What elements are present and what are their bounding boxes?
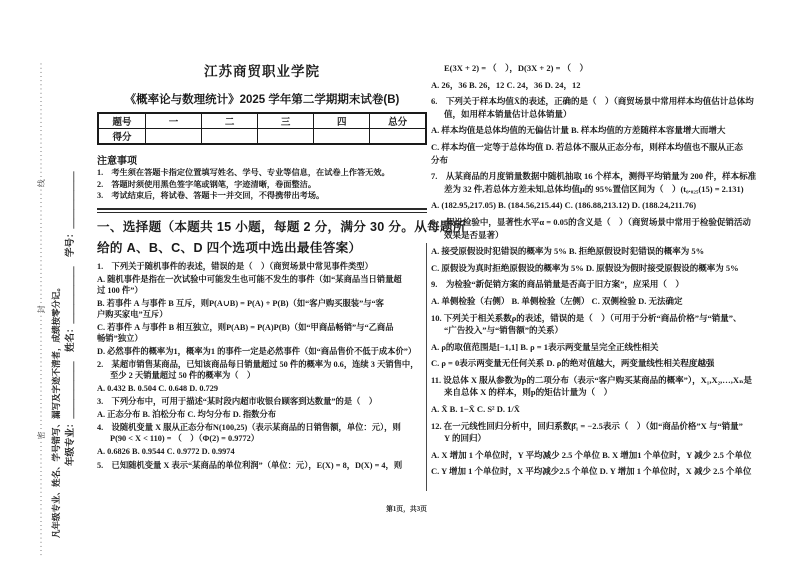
question-line: “广告投入”与“销售额”的关系）	[444, 325, 564, 336]
question-line: 畅销”独立）	[97, 333, 143, 343]
question-line: 值，如用样本销量估计总体销量）	[444, 108, 572, 119]
question-line: A. X̄ B. 1−X̄ C. S² D. 1/X̄	[431, 404, 520, 415]
question-line: A. ρ的取值范围是[−1,1] B. ρ = 1表示两变量呈完全正线性相关	[431, 341, 659, 352]
questions-left	[97, 262, 427, 471]
question-line: 11. 设总体 X 服从参数为p的二项分布（表示“客户购买某商品的概率”），X₁,X₂,…,Xₙ是	[431, 374, 752, 385]
score-empty-cell	[370, 129, 426, 145]
question-line: C. 若事件 A 与事件 B 相互独立，则P(AB) = P(A)P(B)（如“甲商品畅销”与“乙商品	[97, 322, 394, 332]
score-header-cell: 三	[258, 113, 314, 129]
question-line: 过 100 件”）	[97, 285, 143, 295]
question-line: P(90 < X < 110) = （ ）（Φ(2) = 0.9772）	[110, 434, 260, 444]
question-line: A. (182.95,217.05) B. (184.56,215.44) C. (186.88,213.12) D. (188.24,211.76)	[431, 200, 697, 211]
school-name: 江苏商贸职业学院	[204, 64, 320, 79]
question-line: A. 正态分布 B. 泊松分布 C. 均匀分布 D. 指数分布	[97, 410, 277, 420]
score-empty-cell	[258, 129, 314, 145]
question-line: 7. 从某商品的月度销量数据中随机抽取 16 个样本，测得平均销量为 200 件，样本标准	[431, 171, 757, 182]
note-item: 1. 考生须在答题卡指定位置填写姓名、学号、专业等信息，在试卷上作答无效。	[97, 168, 390, 177]
question-line: 效果是否显著）	[444, 229, 504, 240]
notes-title: 注意事项	[97, 156, 137, 167]
note-item: 3. 考试结束后，将试卷、答题卡一并交回，不得携带出考场。	[97, 191, 325, 201]
score-header-cell: 总分	[370, 113, 426, 129]
question-line: 1. 下列关于随机事件的表述，错误的是（ ）（商贸场景中常见事件类型）	[97, 261, 373, 271]
score-table-header-row	[98, 113, 426, 129]
note-item: 2. 答题时须使用黑色签字笔或钢笔，字迹清晰，卷面整洁。	[97, 179, 317, 189]
question-line: C. 样本均值一定等于总体均值 D. 若总体不服从正态分布，则样本均值也不服从正态	[431, 141, 743, 152]
question-line: C. ρ = 0表示两变量无任何关系 D. ρ的绝对值越大，两变量线性相关程度越强	[431, 358, 715, 369]
question-line: C. Y 增加 1 个单位时，X 平均减少2.5 个单位 D. Y 增加 1 个单位时，X 减少 2.5 个单位	[431, 466, 752, 477]
question-line: 8. 假设检验中，显著性水平α = 0.05的含义是（ ）（商贸场景中常用于检验促销活动	[431, 216, 751, 227]
question-line: 3. 下列分布中，可用于描述“某时段内超市收银台顾客到达数量”的是（ ）	[97, 397, 378, 407]
question-line: 5. 已知随机变量 X 表示“某商品的单位利润”（单位：元），E(X) = 8，D(X) = 4，则	[97, 460, 403, 470]
score-table-score-row	[98, 129, 426, 145]
score-row-label: 得分	[98, 129, 145, 145]
questions-right	[431, 62, 793, 478]
right-column	[431, 62, 793, 478]
score-header-cell: 二	[202, 113, 258, 129]
section-title-line1: 一、选择题（本题共 15 小题，每题 2 分，满分 30 分。从每题所	[97, 219, 466, 234]
question-line: A. 26，36 B. 26，12 C. 24，36 D. 24，12	[431, 79, 581, 90]
question-line: A. 接受原假设时犯错误的概率为 5% B. 拒绝原假设时犯错误的概率为 5%	[431, 246, 705, 257]
question-line: C. 原假设为真时拒绝原假设的概率为 5% D. 原假设为假时接受原假设的概率为 5%	[431, 262, 739, 273]
margin-warning: 凡年级专业、姓名、学号错写、漏写及字迹不清者，成绩按零分记。	[51, 282, 61, 538]
question-line: 6. 下列关于样本均值X̄的表述，正确的是（ ）（商贸场景中常用样本均值估计总体均	[431, 96, 754, 107]
question-line: A. X 增加 1 个单位时，Y 平均减少 2.5 个单位 B. X 增加1 个单位时，Y 减少 2.5 个单位	[431, 449, 752, 460]
question-line: 户购买家电”互斥）	[97, 309, 168, 319]
page-number: 第1页，共3页	[386, 506, 427, 513]
question-line: A. 随机事件是指在一次试验中可能发生也可能不发生的事件（如“某商品当日销量超	[97, 274, 402, 284]
student-info-blanks: 年级专业：＿＿＿＿＿＿ 姓名：＿＿＿＿＿＿ 学号：＿＿＿＿＿＿	[66, 171, 76, 466]
section-title-line2: 给的 A、B、C、D 四个选项中选出最佳答案）	[97, 240, 362, 255]
seal-line: ····························密····························封····························线····························	[37, 61, 46, 556]
exam-title: 《概率论与数理统计》2025 学年第二学期期末试卷(B)	[124, 94, 400, 106]
question-line: A. 样本均值是总体均值的无偏估计量 B. 样本均值的方差随样本容量增大而增大	[431, 125, 726, 136]
question-line: A. 0.432 B. 0.504 C. 0.648 D. 0.729	[97, 383, 218, 393]
question-line: A. 单侧检验（右侧） B. 单侧检验（左侧） C. 双侧检验 D. 无法确定	[431, 295, 683, 306]
notes-list	[97, 168, 427, 202]
score-empty-cell	[145, 129, 201, 145]
score-header-cell: 题号	[98, 113, 145, 129]
score-header-cell: 四	[314, 113, 370, 129]
question-line: 差为 32 件,若总体方差未知,总体均值μ的 95%置信区间为（ ）(t₀.₀₂₅(15) = 2.131)	[444, 183, 744, 194]
question-line: B. 若事件 A 与事件 B 互斥，则P(A∪B) = P(A) + P(B)（如“客户购买服装”与“客	[97, 298, 384, 308]
question-line: E(3X + 2) = （ ），D(3X + 2) = （ ）	[444, 63, 589, 73]
score-table	[97, 112, 427, 145]
question-line: 来自总体 X 的样本，则p的矩估计量为（ ）	[444, 387, 613, 398]
score-empty-cell	[314, 129, 370, 145]
score-header-cell: 一	[145, 113, 201, 129]
question-line: 至少 2 天销量超过 50 件的概率为（ ）	[110, 370, 256, 380]
question-line: A. 0.6826 B. 0.9544 C. 0.9772 D. 0.9974	[97, 447, 235, 457]
section-title	[97, 217, 466, 259]
question-line: D. 必然事件的概率为1，概率为1 的事件一定是必然事件（如“商品售价不低于成本价”）	[97, 346, 417, 356]
question-line: 4. 设随机变量 X 服从正态分布N(100,25)（表示某商品的日销售额，单位：元），则	[97, 423, 401, 433]
question-line: 2. 某超市销售某商品，已知该商品每日销量超过 50 件的概率为 0.6，连续 3 天销售中，	[97, 359, 419, 369]
question-line: 分布	[431, 154, 449, 165]
section-divider-rule	[97, 208, 427, 213]
score-empty-cell	[202, 129, 258, 145]
question-line: 12. 在一元线性回归分析中，回归系数β̂₁ = −2.5表示（ ）（如“商品价格”X 与“销量”	[431, 420, 743, 431]
question-line: 9. 为检验“新促销方案的商品销量是否高于旧方案”，应采用（ ）	[431, 279, 684, 290]
question-line: Y 的回归）	[444, 433, 486, 444]
question-line: 10. 下列关于相关系数ρ的表述，错误的是（ ）（可用于分析“商品价格”与“销量”、	[431, 312, 742, 323]
